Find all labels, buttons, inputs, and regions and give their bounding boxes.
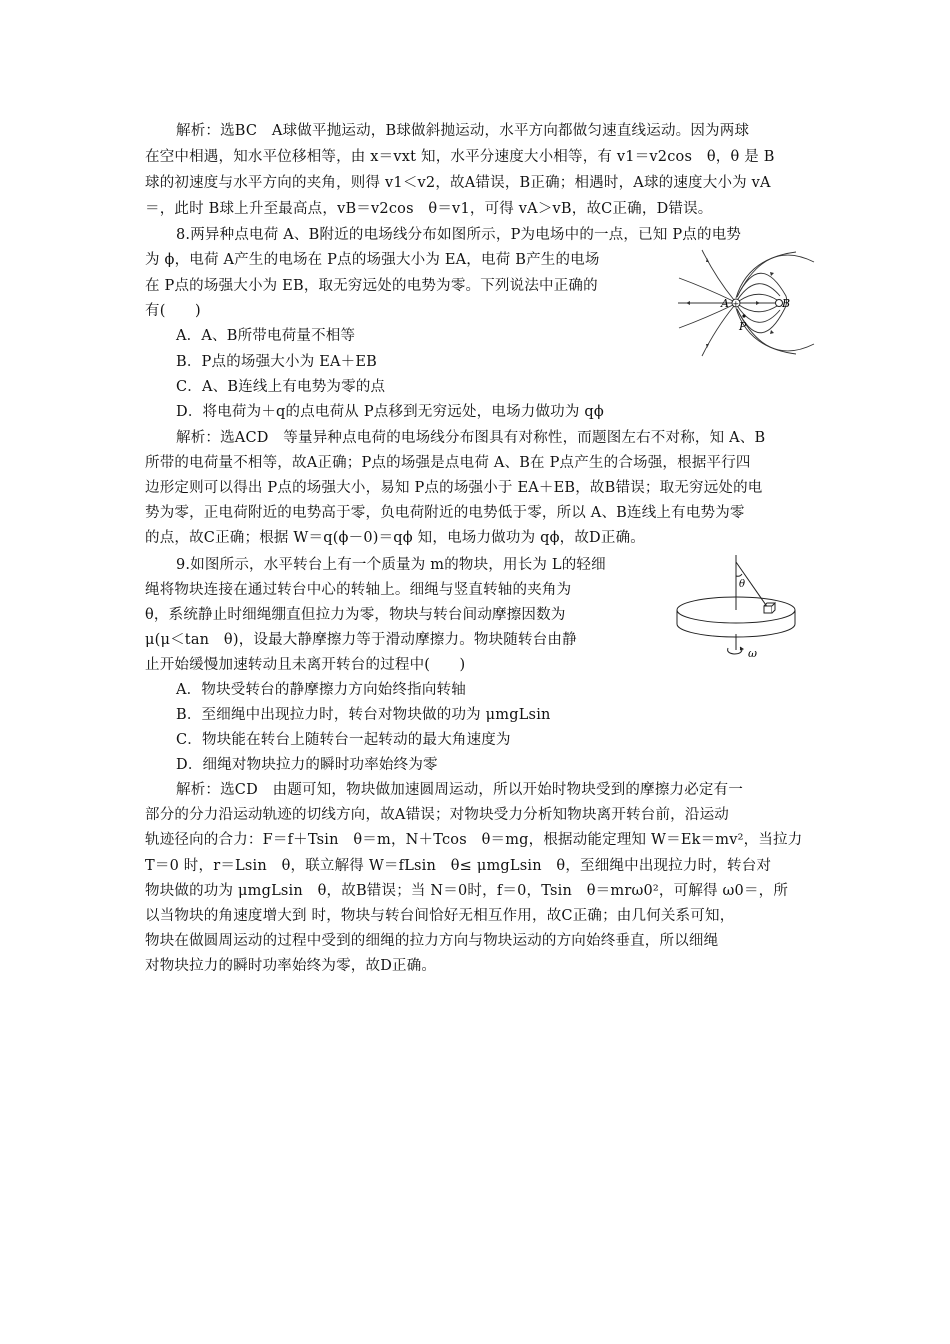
q9-stem-line: 绳将物块连接在通过转台中心的转轴上。细绳与竖直转轴的夹角为 [145,582,572,598]
q8-stem-line: 为 ϕ，电荷 A产生的电场在 P点的场强大小为 EA，电荷 B产生的电场 [145,252,600,268]
q7-analysis-line: 解析：选BC A球做平抛运动，B球做斜抛运动，水平方向都做匀速直线运动。因为两球 [176,123,750,139]
label-omega: ω [748,647,757,660]
q8-option-b: B．P点的场强大小为 EA＋EB [176,354,378,370]
q8-stem-line: 有( ) [145,303,201,319]
electric-field-lines-figure [676,248,816,358]
q9-analysis-line: 解析：选CD 由题可知，物块做加速圆周运动，所以开始时物块受到的摩擦力必定有一 [176,782,744,798]
q8-option-a: A．A、B所带电荷量不相等 [176,328,356,344]
block [764,606,772,613]
q8-option-c: C．A、B连线上有电势为零的点 [176,379,386,395]
label-theta: θ [739,579,746,590]
q8-analysis-line: 的点，故C正确；根据 W＝q(ϕ－0)＝qϕ 知，电场力做功为 qϕ，故D正确。 [145,530,645,546]
label-a: A [721,297,729,310]
q9-stem-line: θ，系统静止时细绳绷直但拉力为零，物块与转台间动摩擦因数为 [145,607,566,623]
q9-option-d: D．细绳对物块拉力的瞬时功率始终为零 [176,757,438,773]
q7-analysis-line: ＝，此时 B球上升至最高点，vB＝v2cos θ＝v1，可得 vA＞vB，故C正确，D错误。 [145,201,713,217]
q9-stem-line: 9.如图所示，水平转台上有一个质量为 m的物块，用长为 L的轻细 [176,557,606,573]
q9-analysis-line: 物块在做圆周运动的过程中受到的细绳的拉力方向与物块运动的方向始终垂直，所以细绳 [145,933,719,949]
q8-stem-line: 8.两异种点电荷 A、B附近的电场线分布如图所示，P为电场中的一点，已知 P点的电势 [176,227,742,243]
q9-option-b: B．至细绳中出现拉力时，转台对物块做的功为 μmgLsin [176,707,551,723]
q8-stem-line: 在 P点的场强大小为 EB，取无穷远处的电势为零。下列说法中正确的 [145,278,598,294]
q9-analysis-line: 以当物块的角速度增大到 时，物块与转台间恰好无相互作用，故C正确；由几何关系可知， [145,908,735,924]
q9-analysis-line: 轨迹径向的合力：F＝f＋Tsin θ＝m，N＋Tcos θ＝mg，根据动能定理知 W＝Ek＝mv²，当拉力 [145,832,803,848]
q8-analysis-line: 解析：选ACD 等量异种点电荷的电场线分布图具有对称性，而题图左右不对称，知 A、B [176,430,766,446]
q9-stem-line: 止开始缓慢加速转动且未离开转台的过程中( ) [145,657,466,673]
q7-analysis-line: 在空中相遇，知水平位移相等，由 x＝vxt 知，水平分速度大小相等，有 v1＝v2cos θ，θ 是 B [145,149,775,165]
q8-analysis-line: 势为零，正电荷附近的电势高于零，负电荷附近的电势低于零，所以 A、B连线上有电势为零 [145,505,745,521]
rotation-arrow [728,648,742,654]
turntable-figure [676,550,816,670]
q9-analysis-line: 部分的分力沿运动轨迹的切线方向，故A错误；对物块受力分析知物块离开转台前，沿运动 [145,807,729,823]
q9-analysis-line: 对物块拉力的瞬时功率始终为零，故D正确。 [145,958,437,974]
q9-stem-line: μ(μ＜tan θ)，设最大静摩擦力等于滑动摩擦力。物块随转台由静 [145,632,577,648]
q8-option-d: D．将电荷为＋q的点电荷从 P点移到无穷远处，电场力做功为 qϕ [176,404,604,420]
q9-analysis-line: T＝0 时，r＝Lsin θ，联立解得 W＝fLsin θ≤ μmgLsin θ，至细绳中出现拉力时，转台对 [145,858,772,874]
q9-option-a: A．物块受转台的静摩擦力方向始终指向转轴 [176,682,466,698]
q8-analysis-line: 所带的电荷量不相等，故A正确；P点的场强是点电荷 A、B在 P点产生的合场强，根据平行四 [145,455,751,471]
label-b: B [782,297,791,310]
point-p [742,314,745,317]
q9-analysis-line: 物块做的功为 μmgLsin θ，故B错误；当 N＝0时，f＝0，Tsin θ＝mrω0²，可解得 ω0＝，所 [145,883,789,899]
q8-analysis-line: 边形定则可以得出 P点的场强大小，易知 P点的场强小于 EA＋EB，故B错误；取无穷远处的电 [145,480,763,496]
q7-analysis-line: 球的初速度与水平方向的夹角，则得 v1＜v2，故A错误，B正确；相遇时，A球的速度大小为 vA [145,175,771,191]
plus-label: + [732,299,740,309]
q9-option-c: C．物块能在转台上随转台一起转动的最大角速度为 [176,732,511,748]
label-p: P [739,320,747,333]
